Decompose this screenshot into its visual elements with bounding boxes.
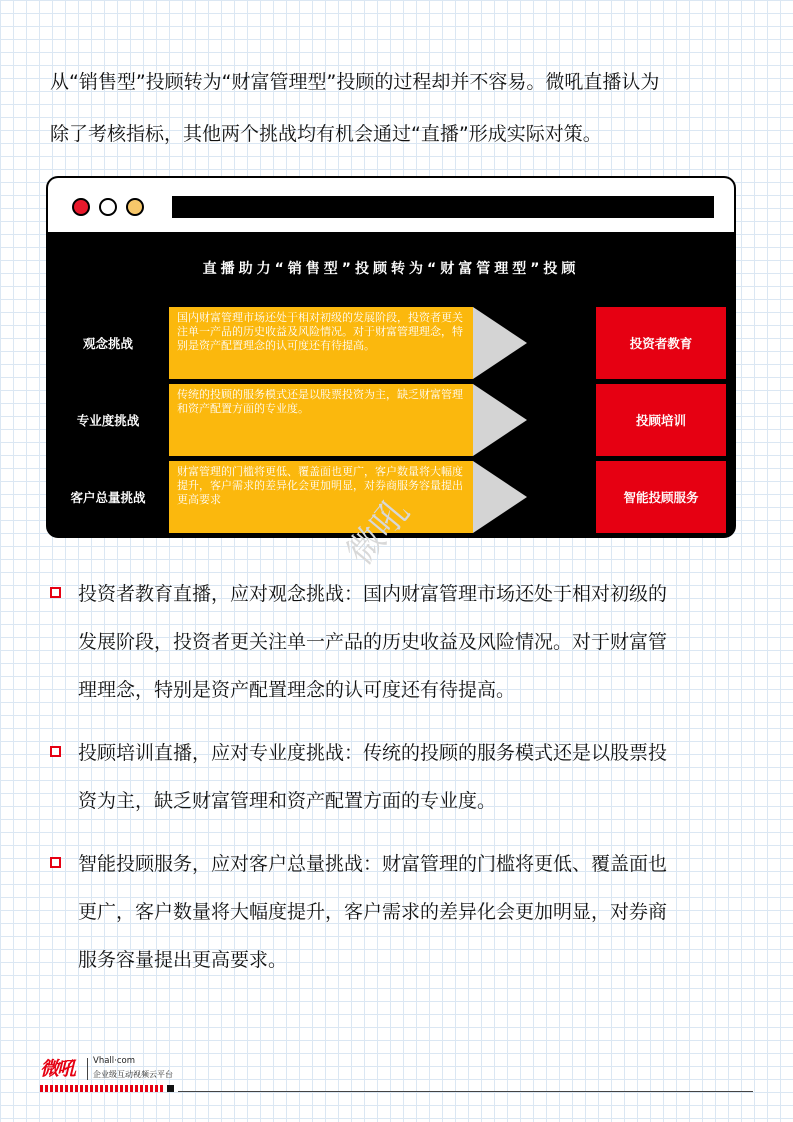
footer-tagline: 企业级互动视频云平台 [93, 1070, 173, 1079]
page-footer [40, 1052, 753, 1098]
bullet-line: 更广，客户数量将大幅度提升，客户需求的差异化会更加明显，对券商 [78, 901, 668, 923]
footer-square-icon [167, 1085, 174, 1092]
bullet-line: 智能投顾服务，应对客户总量挑战：财富管理的门槛将更低、覆盖面也 [78, 853, 668, 875]
logo-divider [87, 1058, 88, 1080]
challenge-description: 财富管理的门槛将更低、覆盖面也更广，客户数量将大幅度提升，客户需求的差异化会更加明显，对券商服务容量提出更高要求 [169, 461, 473, 533]
bullet-line: 服务容量提出更高要求。 [78, 949, 288, 971]
solution-box: 智能投顾服务 [596, 461, 726, 533]
address-bar [172, 196, 714, 218]
watermark: 微吼 [339, 491, 418, 574]
challenge-row-concept [48, 307, 734, 379]
challenge-description: 传统的投顾的服务模式还是以股票投资为主，缺乏财富管理和资产配置方面的专业度。 [169, 384, 473, 456]
challenge-label: 观念挑战 [82, 336, 133, 351]
challenge-description: 国内财富管理市场还处于相对初级的发展阶段，投资者更关注单一产品的历史收益及风险情况。对于财富管理理念，特别是资产配置理念的认可度还有待提高。 [169, 307, 473, 379]
bullet-line: 资为主，缺乏财富管理和资产配置方面的专业度。 [78, 790, 497, 812]
list-item [50, 570, 750, 714]
browser-window-diagram [46, 176, 736, 538]
intro-line: 除了考核指标，其他两个挑战均有机会通过“直播”形成实际对策。 [50, 123, 602, 145]
bullet-line: 投顾培训直播，应对专业度挑战：传统的投顾的服务模式还是以股票投 [78, 742, 668, 764]
brand-logo: 微吼 [40, 1058, 75, 1080]
list-item [50, 840, 750, 984]
square-bullet-icon [50, 857, 61, 868]
challenge-row-expertise [48, 384, 734, 456]
bullet-line: 投资者教育直播，应对观念挑战：国内财富管理市场还处于相对初级的 [78, 583, 668, 605]
arrow-right-icon [473, 384, 527, 456]
diagram-title: 直播助力“销售型”投顾转为“财富管理型”投顾 [202, 261, 580, 277]
arrow-right-icon [473, 461, 527, 533]
square-bullet-icon [50, 746, 61, 757]
minimize-dot-icon [99, 198, 117, 216]
close-dot-icon [72, 198, 90, 216]
footer-divider [178, 1091, 753, 1092]
challenge-label: 客户总量挑战 [70, 490, 146, 505]
window-titlebar [48, 178, 734, 235]
list-item [50, 729, 750, 825]
arrow-right-icon [473, 307, 527, 379]
footer-url: Vhall·com [93, 1056, 135, 1066]
challenge-label: 专业度挑战 [76, 413, 140, 428]
solution-box: 投资者教育 [596, 307, 726, 379]
solution-box: 投顾培训 [596, 384, 726, 456]
footer-stripe [40, 1085, 164, 1092]
square-bullet-icon [50, 587, 61, 598]
bullet-line: 理理念，特别是资产配置理念的认可度还有待提高。 [78, 679, 516, 701]
bullet-list [50, 570, 750, 999]
intro-line: 从“销售型”投顾转为“财富管理型”投顾的过程却并不容易。微吼直播认为 [50, 71, 660, 93]
bullet-line: 发展阶段，投资者更关注单一产品的历史收益及风险情况。对于财富管 [78, 631, 668, 653]
intro-paragraph [50, 56, 750, 160]
maximize-dot-icon [126, 198, 144, 216]
